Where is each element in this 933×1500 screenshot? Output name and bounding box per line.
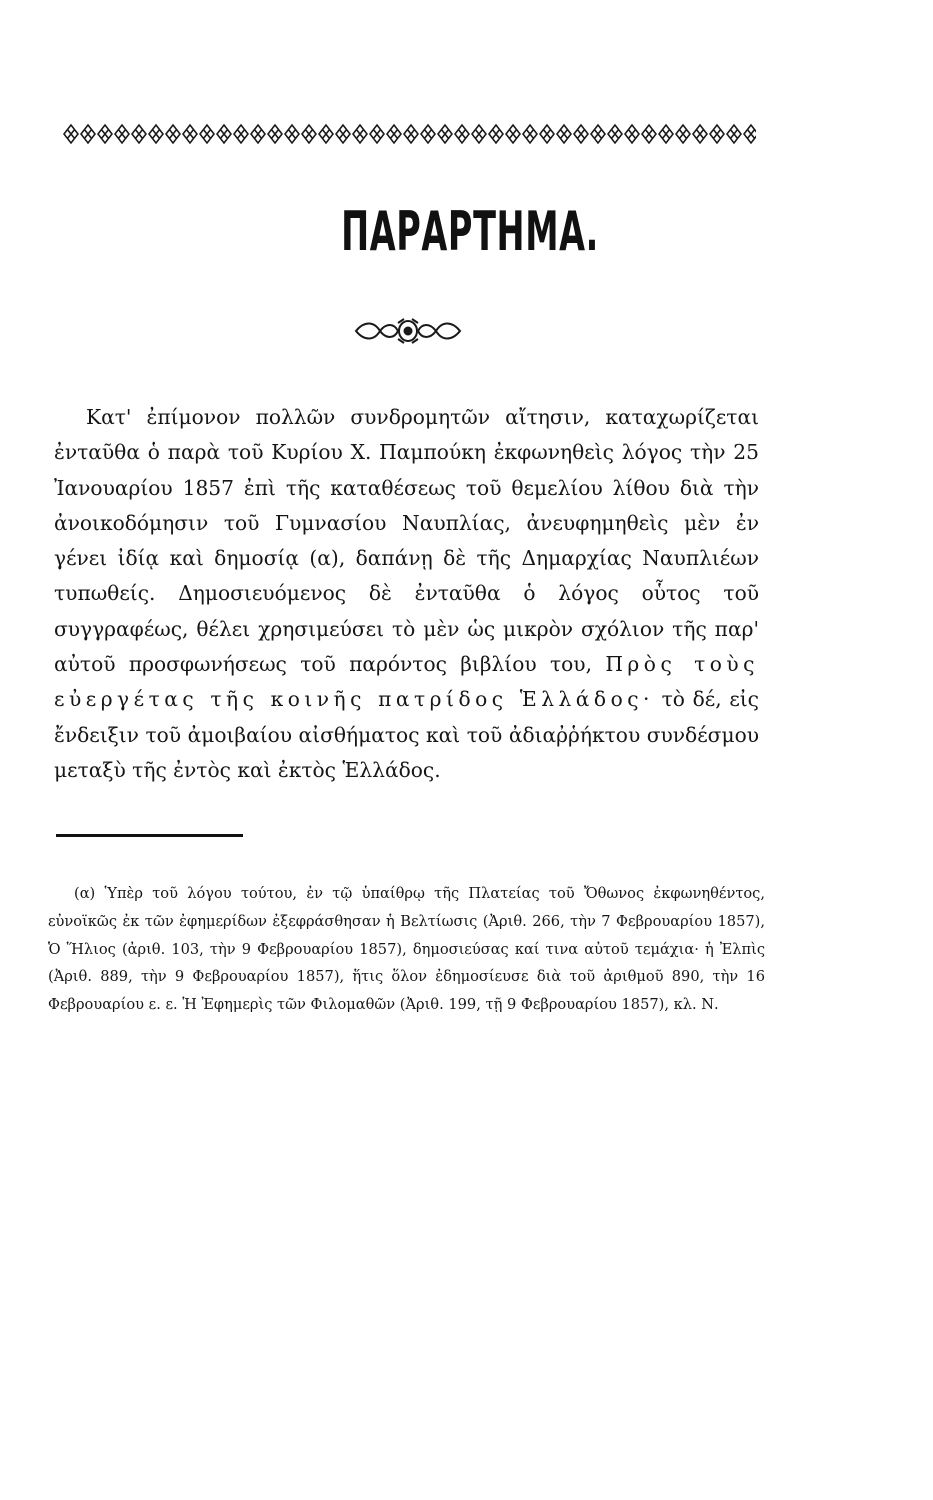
- border-motif: [166, 125, 180, 143]
- border-motif: [693, 125, 707, 143]
- border-motif: [557, 125, 571, 143]
- border-motif: [115, 125, 129, 143]
- footnote: [48, 880, 765, 1019]
- page-title: ΠΑΡΑΡΤΗΜΑ.: [341, 200, 600, 263]
- border-motif: [489, 125, 503, 143]
- border-motif: [81, 125, 95, 143]
- border-motif: [64, 125, 78, 143]
- footnote-divider: [56, 834, 243, 837]
- border-motif: [285, 125, 299, 143]
- border-motif: [659, 125, 673, 143]
- border-motif: [234, 125, 248, 143]
- border-motif: [336, 125, 350, 143]
- border-motif: [540, 125, 554, 143]
- footnote-text: (α) Ὑπὲρ τοῦ λόγου τούτου, ἐν τῷ ὑπαίθρῳ τῆς Πλατείας τοῦ Ὄθωνος ἐκφωνηθέντος, εὐνοϊκῶς ἐκ τῶν ἐφημερίδων ἐξεφράσθησαν ἡ Βελτίωσις (Ἀριθ. 266, τὴν 7 Φεβρουαρίου 1857), Ὁ Ἥλιος (ἀριθ. 103, τὴν 9 Φεβρουαρίου 1857), δημοσιεύσας καί τινα αὐτοῦ τεμάχια· ἡ Ἐλπὶς (Ἀριθ. 889, τὴν 9 Φεβρουαρίου 1857), ἥτις ὅλον ἐδημοσίευσε διὰ τοῦ ἀριθμοῦ 890, τὴν 16 Φεβρουαρίου ε. ε. Ἡ Ἐφημερὶς τῶν Φιλομαθῶν (Ἀριθ. 199, τῇ 9 Φεβρουαρίου 1857), κλ. Ν.: [48, 885, 765, 1014]
- border-motif: [149, 125, 163, 143]
- border-motif: [591, 125, 605, 143]
- paragraph-text-part2: τὸ δέ, εἰς ἔνδειξιν τοῦ ἀμοιβαίου αἰσθήματος καὶ τοῦ ἀδιαῤῥήκτου συνδέσμου μεταξὺ τῆς ἐντὸς καὶ ἐκτὸς Ἑλλάδος.: [54, 687, 759, 782]
- border-motif: [404, 125, 418, 143]
- border-motif: [200, 125, 214, 143]
- spaced-book-title: Πρὸς τοὺς εὐεργέτας τῆς κοινῆς πατρίδος Ἑλλάδος·: [54, 652, 759, 712]
- border-motif: [353, 125, 367, 143]
- border-motif: [302, 125, 316, 143]
- border-motif: [744, 125, 756, 143]
- border-motif: [251, 125, 265, 143]
- border-motif: [370, 125, 384, 143]
- border-motif: [319, 125, 333, 143]
- border-motif: [625, 125, 639, 143]
- border-motif: [472, 125, 486, 143]
- title-flourish-ornament: [352, 317, 464, 345]
- border-motif: [268, 125, 282, 143]
- ornamental-border: [62, 120, 756, 148]
- border-motif: [523, 125, 537, 143]
- border-motif: [387, 125, 401, 143]
- border-motif: [455, 125, 469, 143]
- main-paragraph: [54, 400, 759, 788]
- border-motif: [642, 125, 656, 143]
- border-motif: [132, 125, 146, 143]
- border-motif: [608, 125, 622, 143]
- border-motif: [506, 125, 520, 143]
- border-motif: [183, 125, 197, 143]
- border-motif: [574, 125, 588, 143]
- paragraph-text-part1: Κατ' ἐπίμονον πολλῶν συνδρομητῶν αἴτησιν, καταχωρίζεται ἐνταῦθα ὁ παρὰ τοῦ Κυρίου Χ. Παμπούκη ἐκφωνηθεὶς λόγος τὴν 25 Ἰανουαρίου 1857 ἐπὶ τῆς καταθέσεως τοῦ θεμελίου λίθου διὰ τὴν ἀνοικοδόμησιν τοῦ Γυμνασίου Ναυπλίας, ἀνευφημηθεὶς μὲν ἐν γένει ἰδίᾳ καὶ δημοσίᾳ (α), δαπάνῃ δὲ τῆς Δημαρχίας Ναυπλιέων τυπωθείς. Δημοσιευόμενος δὲ ἐνταῦθα ὁ λόγος οὗτος τοῦ συγγραφέως, θέλει χρησιμεύσει τὸ μὲν ὡς μικρὸν σχόλιον τῆς παρ' αὐτοῦ προσφωνήσεως τοῦ παρόντος βιβλίου του,: [54, 405, 759, 677]
- border-motif: [98, 125, 112, 143]
- border-motif: [438, 125, 452, 143]
- border-motif: [421, 125, 435, 143]
- border-motif: [217, 125, 231, 143]
- border-motif: [727, 125, 741, 143]
- border-motif: [710, 125, 724, 143]
- border-motif: [676, 125, 690, 143]
